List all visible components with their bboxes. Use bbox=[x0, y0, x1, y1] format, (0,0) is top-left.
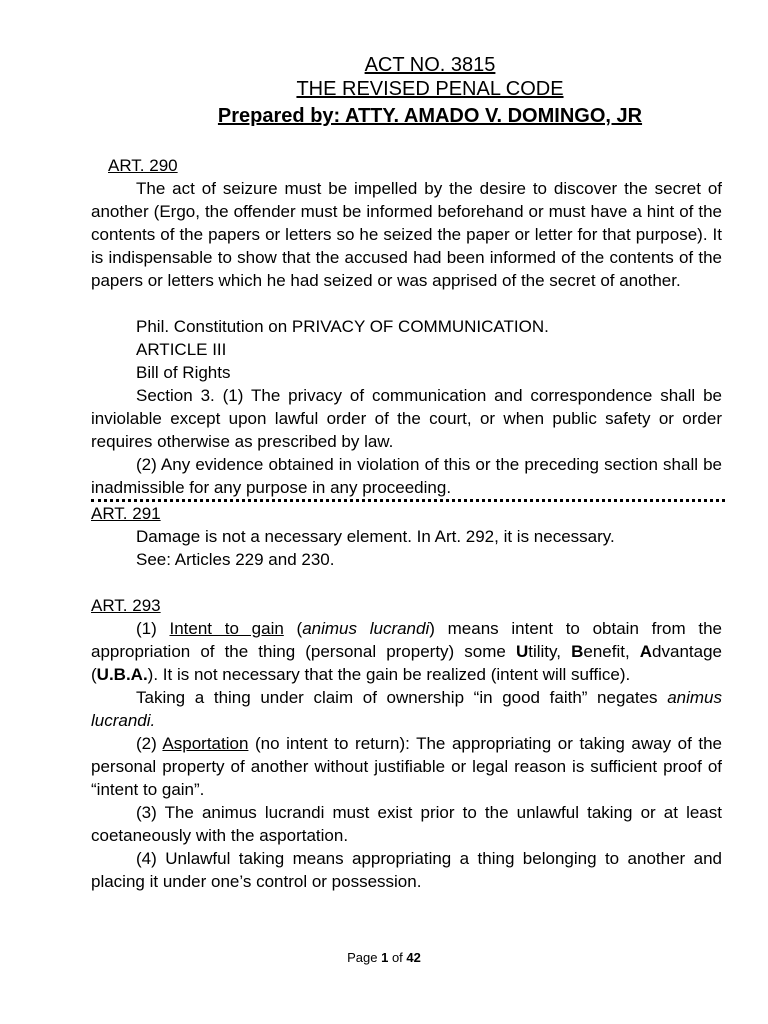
art-291-heading: ART. 291 bbox=[91, 504, 161, 523]
art-293-heading: ART. 293 bbox=[91, 596, 161, 615]
constitution-line: Phil. Constitution on PRIVACY OF COMMUNICATION. bbox=[136, 317, 549, 336]
article-iii-line: ARTICLE III bbox=[136, 340, 227, 359]
art-293-paragraph-5: (4) Unlawful taking means appropriating a thing belonging to another and placing it under one’s control or possession. bbox=[91, 849, 722, 891]
art-293-paragraph-3: (2) Asportation (no intent to return): The appropriating or taking away of the personal property of another without justifiable or legal reason is sufficient proof of “intent to gain”. bbox=[91, 734, 723, 799]
art-291-line-1: Damage is not a necessary element. In Art. 292, it is necessary. bbox=[136, 527, 615, 546]
art-290-paragraph: The act of seizure must be impelled by the desire to discover the secret of another (Ergo, the offender must be informed beforehand or must have a hint of the contents of the papers or letters so he seized the paper or letter for that purpose). It is indispensable to show that the accused had been informed of the contents of the papers or letters which he had seized or was apprised of the secret of another. bbox=[91, 179, 722, 290]
art-291-line-2: See: Articles 229 and 230. bbox=[136, 550, 335, 569]
art-293-paragraph-1: (1) Intent to gain (animus lucrandi) means intent to obtain from the appropriation of the thing (personal property) some Utility, Benefit, Advantage (U.B.A.). It is not necessary that the gain be realized (intent will suffice). bbox=[91, 619, 722, 684]
code-title: THE REVISED PENAL CODE bbox=[296, 78, 564, 100]
page-footer: Page 1 of 42 bbox=[347, 950, 421, 965]
bill-of-rights-line: Bill of Rights bbox=[136, 363, 231, 382]
document-body bbox=[91, 154, 722, 893]
current-page-number: 1 bbox=[381, 950, 389, 965]
art-293-paragraph-4: (3) The animus lucrandi must exist prior to the unlawful taking or at least coetaneously with the asportation. bbox=[91, 803, 722, 845]
total-page-count: 42 bbox=[406, 950, 421, 965]
prepared-by-title: Prepared by: ATTY. AMADO V. DOMINGO, JR bbox=[217, 105, 643, 127]
art-293-paragraph-2: Taking a thing under claim of ownership “in good faith” negates animus lucrandi. bbox=[91, 688, 722, 730]
act-number-title: ACT NO. 3815 bbox=[364, 54, 496, 76]
section-3-paragraph: Section 3. (1) The privacy of communication and correspondence shall be inviolable except upon lawful order of the court, or when public safety or order requires otherwise as prescribed by law. bbox=[91, 386, 722, 451]
art-290-heading: ART. 290 bbox=[108, 156, 178, 175]
section-3-2-paragraph: (2) Any evidence obtained in violation of this or the preceding section shall be inadmissible for any purpose in any proceeding. bbox=[91, 455, 722, 497]
